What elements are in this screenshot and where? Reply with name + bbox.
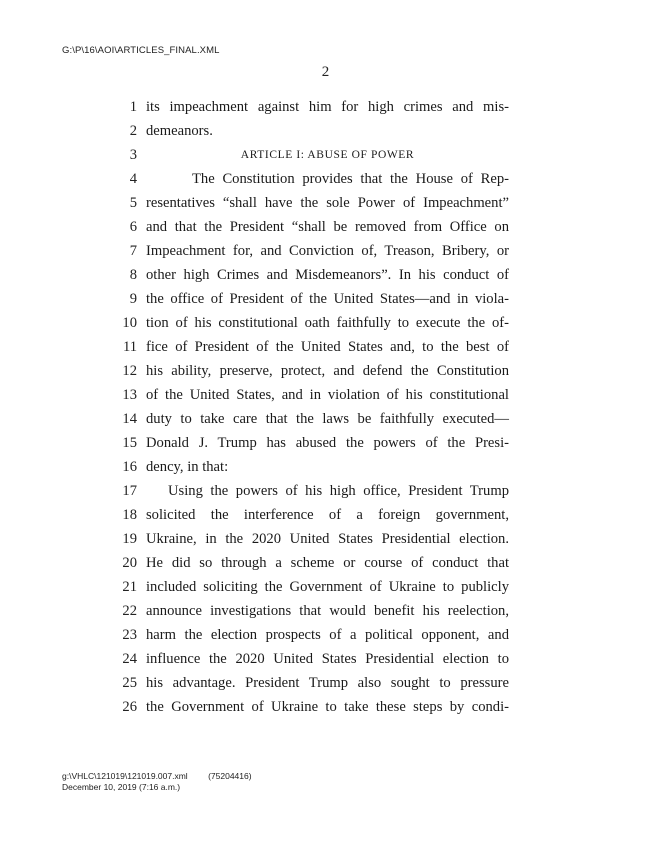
numbered-line-9 xyxy=(0,287,651,311)
line-number: 23 xyxy=(122,627,137,643)
line-text: tion of his constitutional oath faithfully to execute the of- xyxy=(146,315,509,331)
line-text: the Government of Ukraine to take these steps by condi- xyxy=(146,699,509,715)
numbered-line-2 xyxy=(0,119,651,143)
numbered-line-15 xyxy=(0,431,651,455)
line-text: included soliciting the Government of Ukraine to publicly xyxy=(146,579,509,595)
numbered-line-23 xyxy=(0,623,651,647)
numbered-line-7 xyxy=(0,239,651,263)
line-text: He did so through a scheme or course of conduct that xyxy=(146,555,509,571)
numbered-line-8 xyxy=(0,263,651,287)
numbered-line-5 xyxy=(0,191,651,215)
line-number: 24 xyxy=(122,651,137,667)
line-number: 5 xyxy=(129,195,137,211)
line-number: 16 xyxy=(122,459,137,475)
line-number: 19 xyxy=(122,531,137,547)
numbered-line-18 xyxy=(0,503,651,527)
line-number: 20 xyxy=(122,555,137,571)
line-text: announce investigations that would benefit his reelection, xyxy=(146,603,509,619)
numbered-line-21 xyxy=(0,575,651,599)
line-number: 4 xyxy=(129,171,137,187)
numbered-line-1 xyxy=(0,95,651,119)
line-text: his ability, preserve, protect, and defend the Constitution xyxy=(146,363,509,379)
line-text: his advantage. President Trump also sought to pressure xyxy=(146,675,509,691)
numbered-line-25 xyxy=(0,671,651,695)
line-text: Impeachment for, and Conviction of, Treason, Bribery, or xyxy=(146,243,509,259)
line-number: 3 xyxy=(129,147,137,163)
line-number: 9 xyxy=(129,291,137,307)
line-text: other high Crimes and Misdemeanors”. In his conduct of xyxy=(146,267,509,283)
line-number: 1 xyxy=(129,99,137,115)
footer-timestamp: December 10, 2019 (7:16 a.m.) xyxy=(62,782,181,792)
numbered-line-22 xyxy=(0,599,651,623)
line-text: Using the powers of his high office, President Trump xyxy=(168,483,509,499)
numbered-line-16 xyxy=(0,455,651,479)
line-number: 8 xyxy=(129,267,137,283)
line-text: dency, in that: xyxy=(146,459,229,475)
line-number: 26 xyxy=(122,699,137,715)
line-number: 11 xyxy=(122,339,137,355)
line-number: 21 xyxy=(122,579,137,595)
line-text: fice of President of the United States and, to the best of xyxy=(146,339,509,355)
line-text: Ukraine, in the 2020 United States Presidential election. xyxy=(146,531,509,547)
footer-doc-id: (75204416) xyxy=(208,771,252,781)
line-text: the office of President of the United States—and in viola- xyxy=(146,291,509,307)
numbered-line-17 xyxy=(0,479,651,503)
numbered-line-14 xyxy=(0,407,651,431)
numbered-line-13 xyxy=(0,383,651,407)
line-text: of the United States, and in violation of his constitutional xyxy=(146,387,509,403)
numbered-line-6 xyxy=(0,215,651,239)
line-text: duty to take care that the laws be faithfully executed— xyxy=(146,411,509,427)
header-file-path: G:\P\16\AOI\ARTICLES_FINAL.XML xyxy=(62,45,220,56)
numbered-line-4 xyxy=(0,167,651,191)
numbered-line-11 xyxy=(0,335,651,359)
line-number: 17 xyxy=(122,483,137,499)
footer xyxy=(62,771,252,793)
line-text: influence the 2020 United States Presidential election to xyxy=(146,651,509,667)
line-number: 10 xyxy=(122,315,137,331)
line-number: 12 xyxy=(122,363,137,379)
article-heading: ARTICLE I: ABUSE OF POWER xyxy=(240,149,415,161)
numbered-line-12 xyxy=(0,359,651,383)
line-number: 7 xyxy=(129,243,137,259)
numbered-line-10 xyxy=(0,311,651,335)
numbered-line-24 xyxy=(0,647,651,671)
line-text: resentatives “shall have the sole Power of Impeachment” xyxy=(146,195,509,211)
line-number: 2 xyxy=(129,123,137,139)
line-number: 14 xyxy=(122,411,137,427)
line-number: 22 xyxy=(122,603,137,619)
footer-file-path: g:\VHLC\121019\121019.007.xml xyxy=(62,771,188,781)
line-text: its impeachment against him for high crimes and mis- xyxy=(146,99,509,115)
line-text: and that the President “shall be removed from Office on xyxy=(146,219,509,235)
line-text: demeanors. xyxy=(146,123,213,139)
line-text: solicited the interference of a foreign government, xyxy=(146,507,509,523)
numbered-line-26 xyxy=(0,695,651,719)
line-text: harm the election prospects of a political opponent, and xyxy=(146,627,509,643)
line-text: The Constitution provides that the House of Rep- xyxy=(192,171,509,187)
line-number: 6 xyxy=(129,219,137,235)
numbered-line-20 xyxy=(0,551,651,575)
line-number: 18 xyxy=(122,507,137,523)
numbered-line-3 xyxy=(0,143,651,167)
numbered-line-19 xyxy=(0,527,651,551)
line-text: Donald J. Trump has abused the powers of the Presi- xyxy=(146,435,509,451)
line-number: 15 xyxy=(122,435,137,451)
line-number: 25 xyxy=(122,675,137,691)
line-number: 13 xyxy=(122,387,137,403)
page-number: 2 xyxy=(321,64,330,80)
